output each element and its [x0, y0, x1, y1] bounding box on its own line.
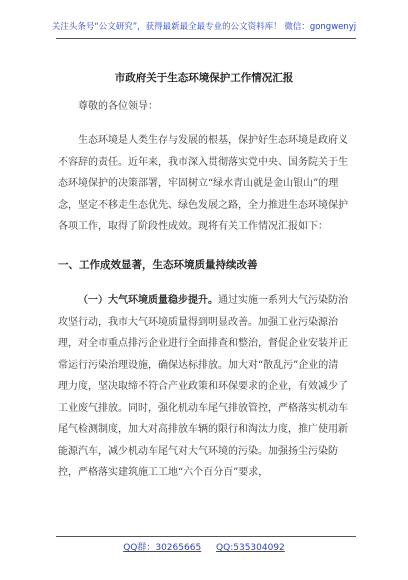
subsection-1-text	[58, 290, 348, 484]
subsection-1-body: 通过实施一系列大气污染防治攻坚行动，我市大气环境质量得到明显改善。加强工业污染源治理，对全市重点排污企业进行全面排查和整治，督促企业安装并正常运行污染治理设施，确保达标排放。加大对“散乱污”企业的清理力度，坚决取缔不符合产业政策和环保要求的企业，有效减少了工业废气排放。同时，强化机动车尾气排放管控，严格落实机动车尾气检测制度，加大对高排放车辆的限行和淘汰力度，推广使用新能源汽车，减少机动车尾气对大气环境的污染。加强扬尘污染防控，严格落实建筑施工工地“六个百分百”要求，	[58, 295, 348, 478]
intro-paragraph	[58, 130, 348, 238]
intro-text: 生态环境是人类生存与发展的根基，保护好生态环境是政府义不容辞的责任。近年来，我市深入贯彻落实党中央、国务院关于生态环境保护的决策部署，牢固树立“绿水青山就是金山银山”的理念，坚定不移走生态优先、绿色发展之路，全力推进生态环境保护各项工作，取得了阶段性成效。现将有关工作情况汇报如下：	[58, 135, 348, 232]
document-title: 市政府关于生态环境保护工作情况汇报	[114, 72, 294, 84]
subsection-1-heading: （一）大气环境质量稳步提升。	[78, 295, 218, 306]
footer	[0, 540, 408, 553]
footer-divider	[56, 536, 356, 537]
footer-qq: QQ:535304092	[216, 543, 285, 553]
greeting-text: 尊敬的各位领导：	[78, 101, 158, 112]
greeting	[58, 96, 348, 118]
section-heading-1: 一、工作成效显著，生态环境质量持续改善	[58, 259, 258, 271]
subsection-paragraph-1	[58, 290, 348, 484]
header-note: 关注头条号“公文研究”，获得最新最全最专业的公文资料库！ 微信：gongwenyj	[51, 22, 357, 32]
footer-qq-group: QQ群：30265665	[123, 543, 202, 553]
header-divider	[56, 38, 356, 39]
